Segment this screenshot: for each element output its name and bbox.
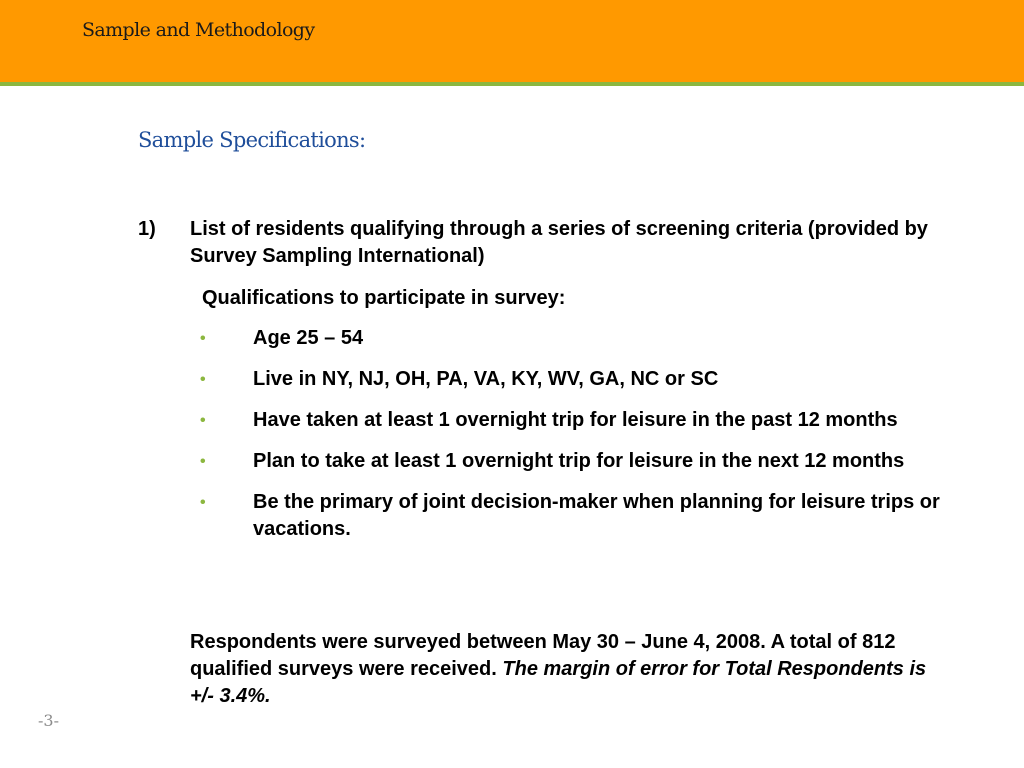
- bullet-icon: •: [200, 371, 206, 388]
- closing-paragraph: [190, 629, 950, 710]
- page-number: -3-: [38, 711, 59, 730]
- bullet-text: Have taken at least 1 overnight trip for leisure in the past 12 months: [253, 409, 898, 431]
- closing-text: Respondents were surveyed between May 30 – June 4, 2008. A total of 812 qualified surveys were received.: [190, 631, 896, 680]
- bullet-text: Be the primary of joint decision-maker when planning for leisure trips or vacations.: [253, 491, 940, 540]
- qualifications-heading: Qualifications to participate in survey:: [202, 287, 566, 309]
- slide-title: Sample and Methodology: [82, 19, 315, 41]
- bullet-icon: •: [200, 453, 206, 470]
- list-item: [200, 366, 960, 393]
- bullet-text: Age 25 – 54: [253, 327, 364, 349]
- section-subtitle: Sample Specifications:: [138, 128, 366, 152]
- qualifications-list: [200, 325, 960, 557]
- header-bar: [0, 0, 1024, 82]
- list-item-text: List of residents qualifying through a series of screening criteria (provided by Survey Sampling International): [190, 218, 928, 267]
- header-divider: [0, 82, 1024, 86]
- bullet-icon: •: [200, 412, 206, 429]
- list-item: [200, 325, 960, 352]
- bullet-text: Plan to take at least 1 overnight trip for leisure in the next 12 months: [253, 450, 905, 472]
- list-number: 1): [138, 218, 156, 240]
- list-item: [200, 448, 960, 475]
- margin-of-error-note: The margin of error for Total Respondents is +/- 3.4%.: [190, 658, 927, 707]
- bullet-text: Live in NY, NJ, OH, PA, VA, KY, WV, GA, NC or SC: [253, 368, 719, 390]
- list-item: [200, 407, 960, 434]
- list-item: [200, 489, 960, 543]
- bullet-icon: •: [200, 330, 206, 347]
- bullet-icon: •: [200, 494, 206, 511]
